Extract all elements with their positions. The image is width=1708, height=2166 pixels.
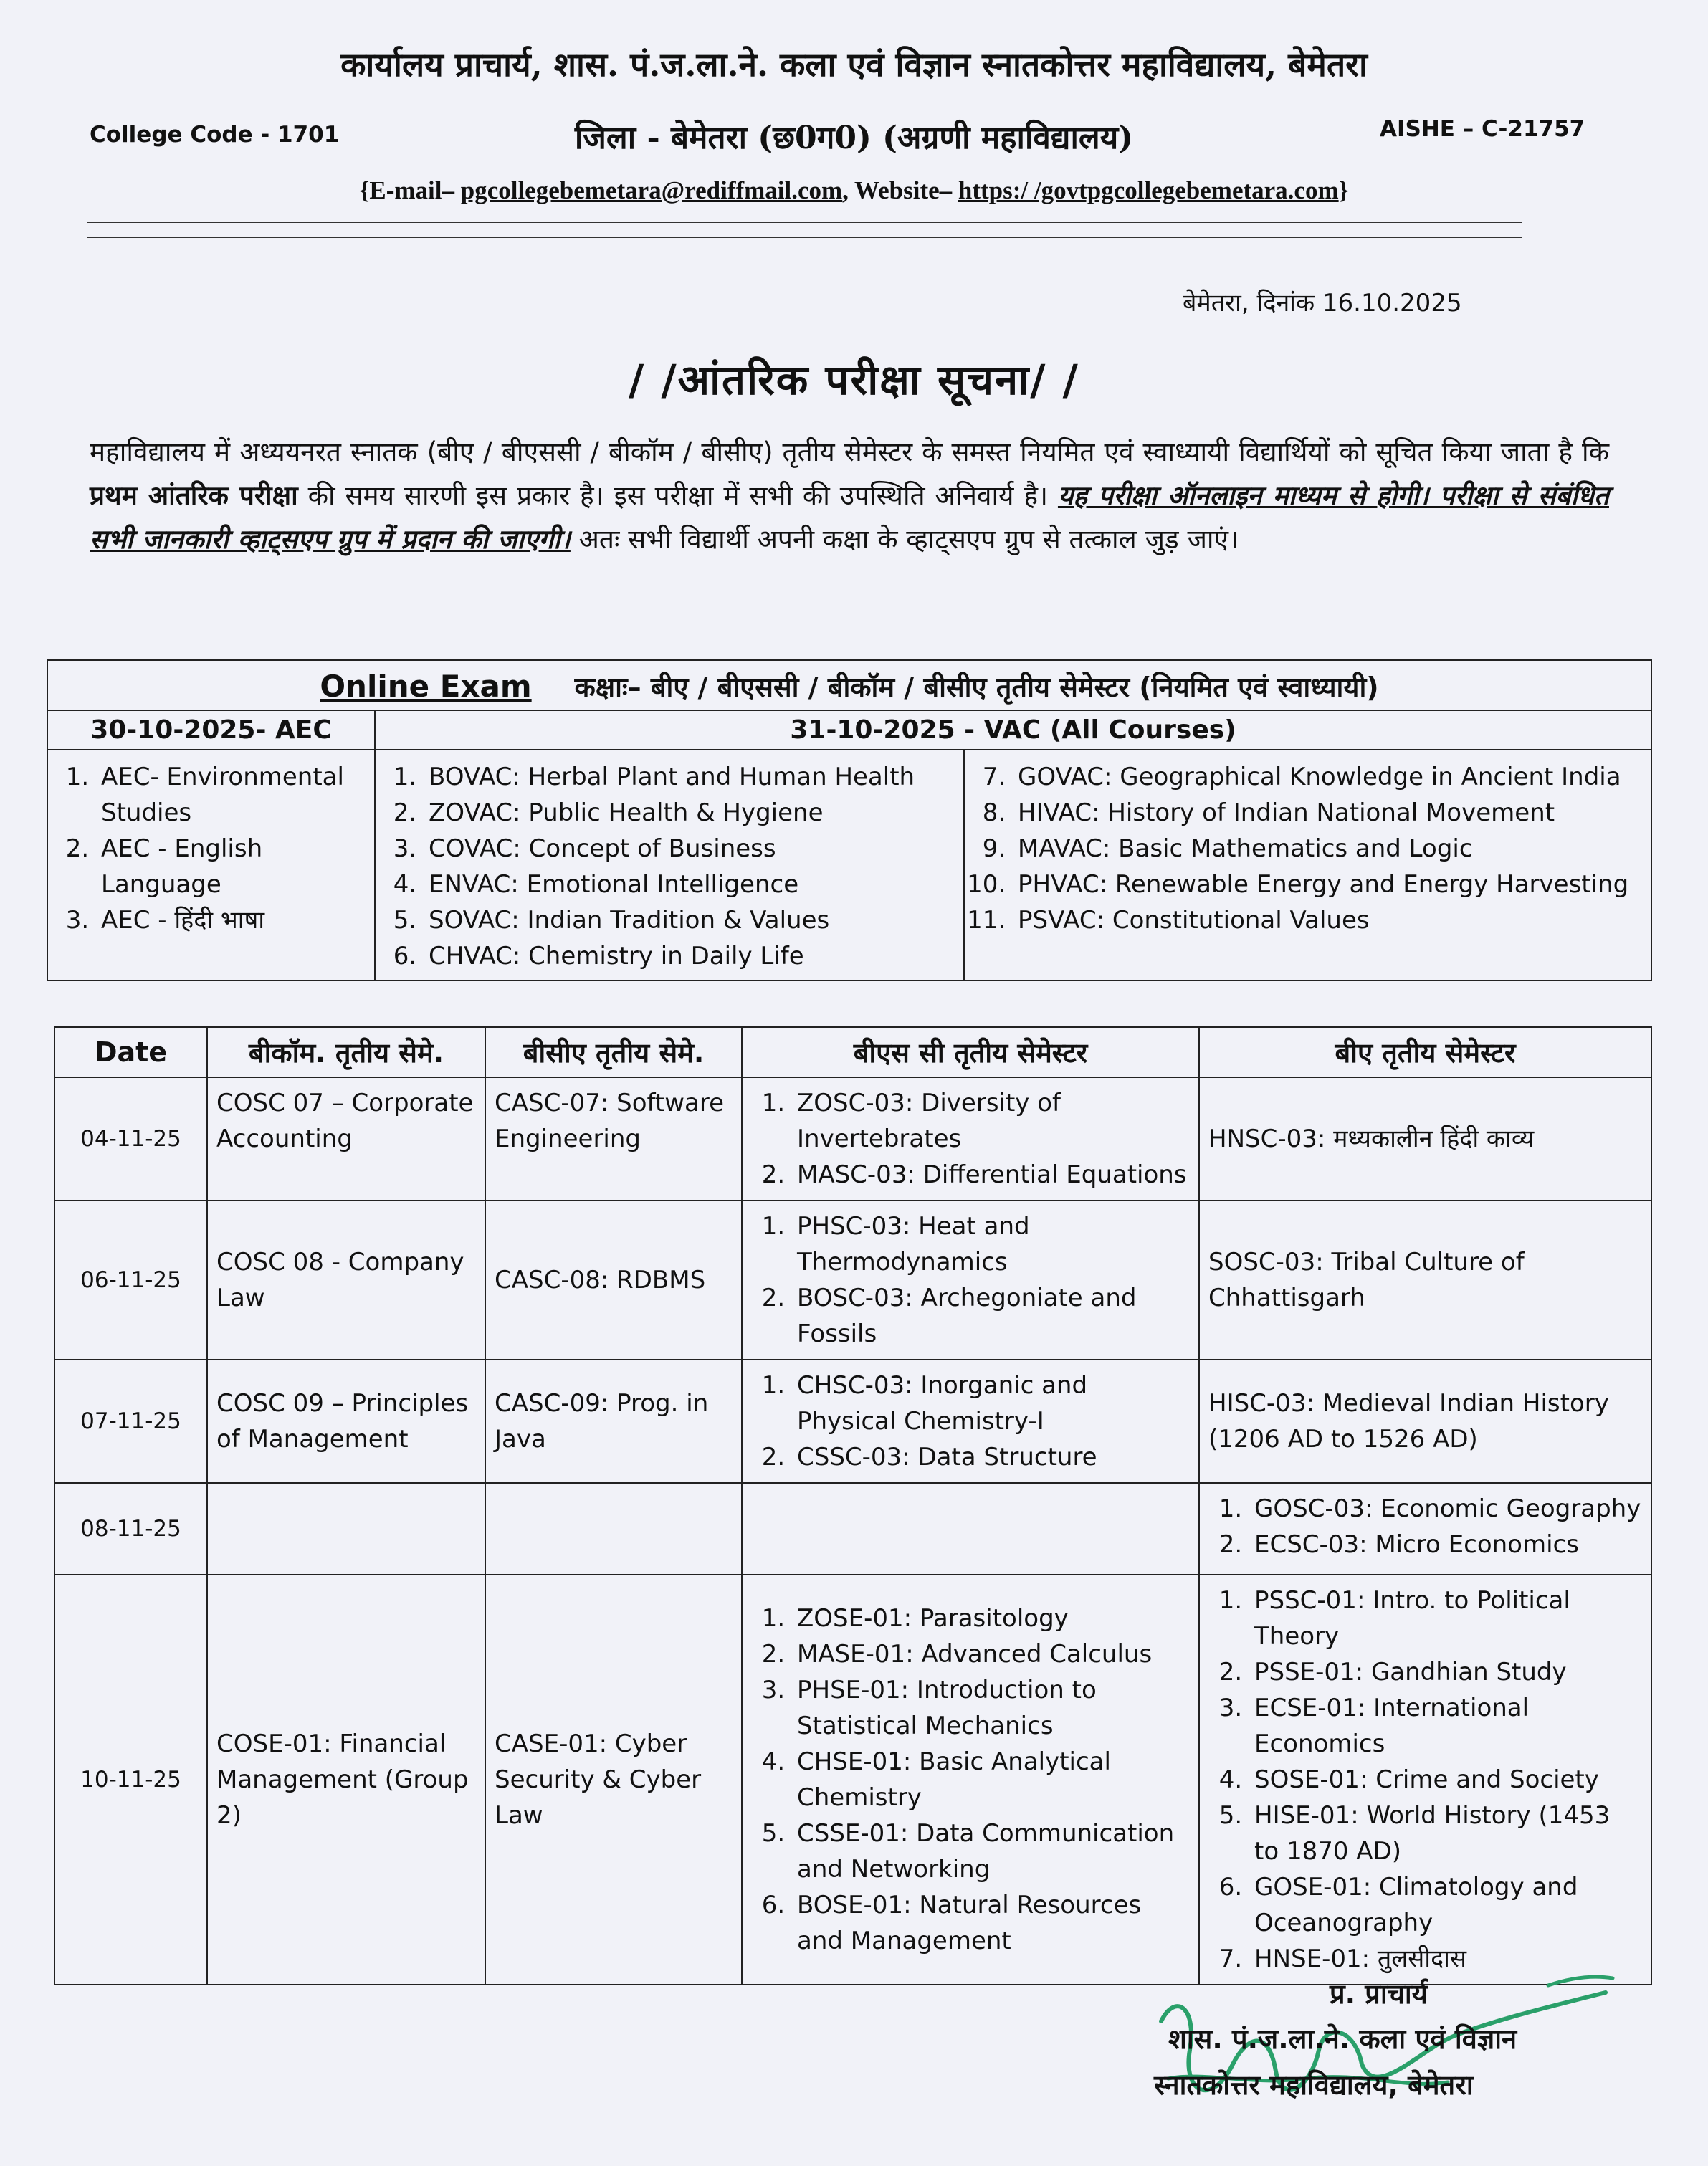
table-row: [54, 1077, 1651, 1201]
bca-cell: CASC-07: Software Engineering: [485, 1077, 742, 1201]
bsc-list: [751, 1085, 1190, 1193]
class-line: कक्षाः– बीए / बीएससी / बीकॉम / बीसीए तृतीय सेमेस्टर (नियमित एवं स्वाध्यायी): [574, 672, 1379, 703]
list-item: 5. CSSE-01: Data Communication and Networking: [793, 1816, 1190, 1887]
email-prefix: {E-mail–: [359, 176, 461, 204]
list-item: 1. CHSC-03: Inorganic and Physical Chemistry-I: [793, 1368, 1190, 1439]
bsc-cell: [742, 1483, 1199, 1575]
list-item: 6. BOSE-01: Natural Resources and Management: [793, 1887, 1190, 1959]
list-item: 6. GOSE-01: Climatology and Oceanography: [1250, 1869, 1642, 1941]
bsc-cell: [742, 1077, 1199, 1201]
list-item: 3. AEC - हिंदी भाषा: [97, 902, 367, 938]
list-item: 2. AEC - English Language: [97, 831, 367, 902]
bcom-cell: COSC 08 - Company Law: [207, 1201, 485, 1360]
list-item: 7. HNSE-01: तुलसीदास: [1250, 1941, 1642, 1977]
table-row: [54, 1360, 1651, 1483]
list-item: 1. ZOSC-03: Diversity of Invertebrates: [793, 1085, 1190, 1157]
list-item: 1. GOSC-03: Economic Geography: [1250, 1491, 1642, 1527]
notice-date: बेमेतरा, दिनांक 16.10.2025: [1183, 289, 1462, 318]
bca-cell: CASC-08: RDBMS: [485, 1201, 742, 1360]
vac-list-cell-2: [964, 750, 1651, 981]
para-part2: की समय सारणी इस प्रकार है। इस परीक्षा में सभी की उपस्थिति अनिवार्य है।: [297, 480, 1058, 511]
bsc-cell: [742, 1575, 1199, 1985]
bsc-list: [751, 1600, 1190, 1959]
col-header-bca: बीसीए तृतीय सेमे.: [485, 1027, 742, 1077]
table-row: [54, 1575, 1651, 1985]
list-item: 1. BOVAC: Herbal Plant and Human Health: [424, 759, 956, 795]
header-divider: [87, 222, 1522, 239]
list-item: 2. CSSC-03: Data Structure: [793, 1439, 1190, 1475]
website-prefix: , Website–: [842, 176, 958, 204]
vac-list-2: [972, 759, 1643, 938]
vac-header: 31-10-2025 - VAC (All Courses): [375, 710, 1651, 750]
aec-header: 30-10-2025- AEC: [47, 710, 375, 750]
list-item: 11. PSVAC: Constitutional Values: [1013, 902, 1643, 938]
ba-cell: [1199, 1483, 1651, 1575]
list-item: 6. CHVAC: Chemistry in Daily Life: [424, 938, 956, 974]
bsc-list: [751, 1208, 1190, 1352]
email-link[interactable]: pgcollegebemetara@rediffmail.com: [460, 176, 843, 204]
bsc-cell: [742, 1201, 1199, 1360]
list-item: 2. ZOVAC: Public Health & Hygiene: [424, 795, 956, 831]
col-header-date: Date: [54, 1027, 207, 1077]
aishe-code: AISHE – C-21757: [1380, 116, 1585, 142]
schedule-table: [54, 1026, 1652, 1985]
online-exam-table: [47, 659, 1652, 981]
col-header-bcom: बीकॉम. तृतीय सेमे.: [207, 1027, 485, 1077]
list-item: 1. AEC- Environmental Studies: [97, 759, 367, 831]
row-date: 10-11-25: [54, 1575, 207, 1985]
contact-suffix: }: [1338, 176, 1349, 204]
bcom-cell: COSC 09 – Principles of Management: [207, 1360, 485, 1483]
vac-list-cell-1: [375, 750, 964, 981]
para-part3: अतः सभी विद्यार्थी अपनी कक्षा के व्हाट्सएप ग्रुप से तत्काल जुड़ जाएं।: [570, 524, 1239, 555]
signatory-title: प्र. प्राचार्य: [1330, 1978, 1428, 2010]
signatory-line-3: स्नातकोत्तर महाविद्यालय, बेमेतरा: [1154, 2069, 1474, 2101]
list-item: 2. ECSC-03: Micro Economics: [1250, 1527, 1642, 1563]
col-header-bsc: बीएस सी तृतीय सेमेस्टर: [742, 1027, 1199, 1077]
list-item: 3. ECSE-01: International Economics: [1250, 1690, 1642, 1762]
para-part1: महाविद्यालय में अध्ययनरत स्नातक (बीए / बीएससी / बीकॉम / बीसीए) तृतीय सेमेस्टर के समस्त नियमित एवं स्वाध्यायी विद्यार्थियों को सूचित किया जाता है कि: [90, 436, 1609, 467]
ba-cell: SOSC-03: Tribal Culture of Chhattisgarh: [1199, 1201, 1651, 1360]
office-title: कार्यालय प्राचार्य, शास. पं.ज.ला.ने. कला एवं विज्ञान स्नातकोत्तर महाविद्यालय, बेमेतरा: [340, 45, 1368, 84]
college-code: College Code - 1701: [90, 122, 340, 148]
list-item: 3. PHSE-01: Introduction to Statistical Mechanics: [793, 1672, 1190, 1744]
list-item: 3. COVAC: Concept of Business: [424, 831, 956, 867]
ba-cell: HISC-03: Medieval Indian History (1206 AD to 1526 AD): [1199, 1360, 1651, 1483]
col-header-ba: बीए तृतीय सेमेस्टर: [1199, 1027, 1651, 1077]
ba-list: [1208, 1491, 1642, 1563]
list-item: 9. MAVAC: Basic Mathematics and Logic: [1013, 831, 1643, 867]
list-item: 8. HIVAC: History of Indian National Movement: [1013, 795, 1643, 831]
bca-cell: CASE-01: Cyber Security & Cyber Law: [485, 1575, 742, 1985]
row-date: 07-11-25: [54, 1360, 207, 1483]
list-item: 5. SOVAC: Indian Tradition & Values: [424, 902, 956, 938]
vac-list-1: [383, 759, 956, 974]
ba-cell: [1199, 1575, 1651, 1985]
list-item: 1. ZOSE-01: Parasitology: [793, 1600, 1190, 1636]
table-row: [54, 1483, 1651, 1575]
website-link[interactable]: https:/ /govtpgcollegebemetara.com: [958, 176, 1339, 204]
schedule-header-row: [54, 1027, 1651, 1077]
list-item: 10. PHVAC: Renewable Energy and Energy Harvesting: [1013, 867, 1643, 902]
list-item: 4. CHSE-01: Basic Analytical Chemistry: [793, 1744, 1190, 1816]
ba-list: [1208, 1583, 1642, 1977]
list-item: 4. SOSE-01: Crime and Society: [1250, 1762, 1642, 1798]
list-item: 1. PHSC-03: Heat and Thermodynamics: [793, 1208, 1190, 1280]
list-item: 4. ENVAC: Emotional Intelligence: [424, 867, 956, 902]
bsc-list: [751, 1368, 1190, 1475]
list-item: 5. HISE-01: World History (1453 to 1870 AD): [1250, 1798, 1642, 1869]
bca-cell: [485, 1483, 742, 1575]
contact-line: [0, 176, 1708, 205]
row-date: 08-11-25: [54, 1483, 207, 1575]
bcom-cell: [207, 1483, 485, 1575]
signatory-line-2: शास. पं.ज.ला.ने. कला एवं विज्ञान: [1168, 2023, 1517, 2055]
table-row: [54, 1201, 1651, 1360]
list-item: 7. GOVAC: Geographical Knowledge in Ancient India: [1013, 759, 1643, 795]
aec-list-cell: [47, 750, 375, 981]
row-date: 06-11-25: [54, 1201, 207, 1360]
list-item: 2. MASC-03: Differential Equations: [793, 1157, 1190, 1193]
list-item: 2. MASE-01: Advanced Calculus: [793, 1636, 1190, 1672]
bcom-cell: COSC 07 – Corporate Accounting: [207, 1077, 485, 1201]
row-date: 04-11-25: [54, 1077, 207, 1201]
online-exam-heading: [47, 660, 1651, 710]
list-item: 2. BOSC-03: Archegoniate and Fossils: [793, 1280, 1190, 1352]
para-bold-underlined: यह परीक्षा ऑनलाइन माध्यम से होगी। परीक्षा से संबंधित सभी जानकारी व्हाट्सएप ग्रुप में प्रदान की जाएगी।: [90, 480, 1609, 555]
para-bold: प्रथम आंतरिक परीक्षा: [90, 480, 298, 511]
notice-title: / /आंतरिक परीक्षा सूचना/ /: [629, 356, 1079, 404]
bca-cell: CASC-09: Prog. in Java: [485, 1360, 742, 1483]
bcom-cell: COSE-01: Financial Management (Group 2): [207, 1575, 485, 1985]
notice-paragraph: [90, 430, 1609, 561]
district-line: जिला - बेमेतरा (छ0ग0) (अग्रणी महाविद्यालय): [574, 120, 1134, 156]
list-item: 1. PSSC-01: Intro. to Political Theory: [1250, 1583, 1642, 1654]
aec-list: [55, 759, 367, 938]
list-item: 2. PSSE-01: Gandhian Study: [1250, 1654, 1642, 1690]
ba-cell: HNSC-03: मध्यकालीन हिंदी काव्य: [1199, 1077, 1651, 1201]
bsc-cell: [742, 1360, 1199, 1483]
online-exam-label: Online Exam: [320, 669, 532, 704]
